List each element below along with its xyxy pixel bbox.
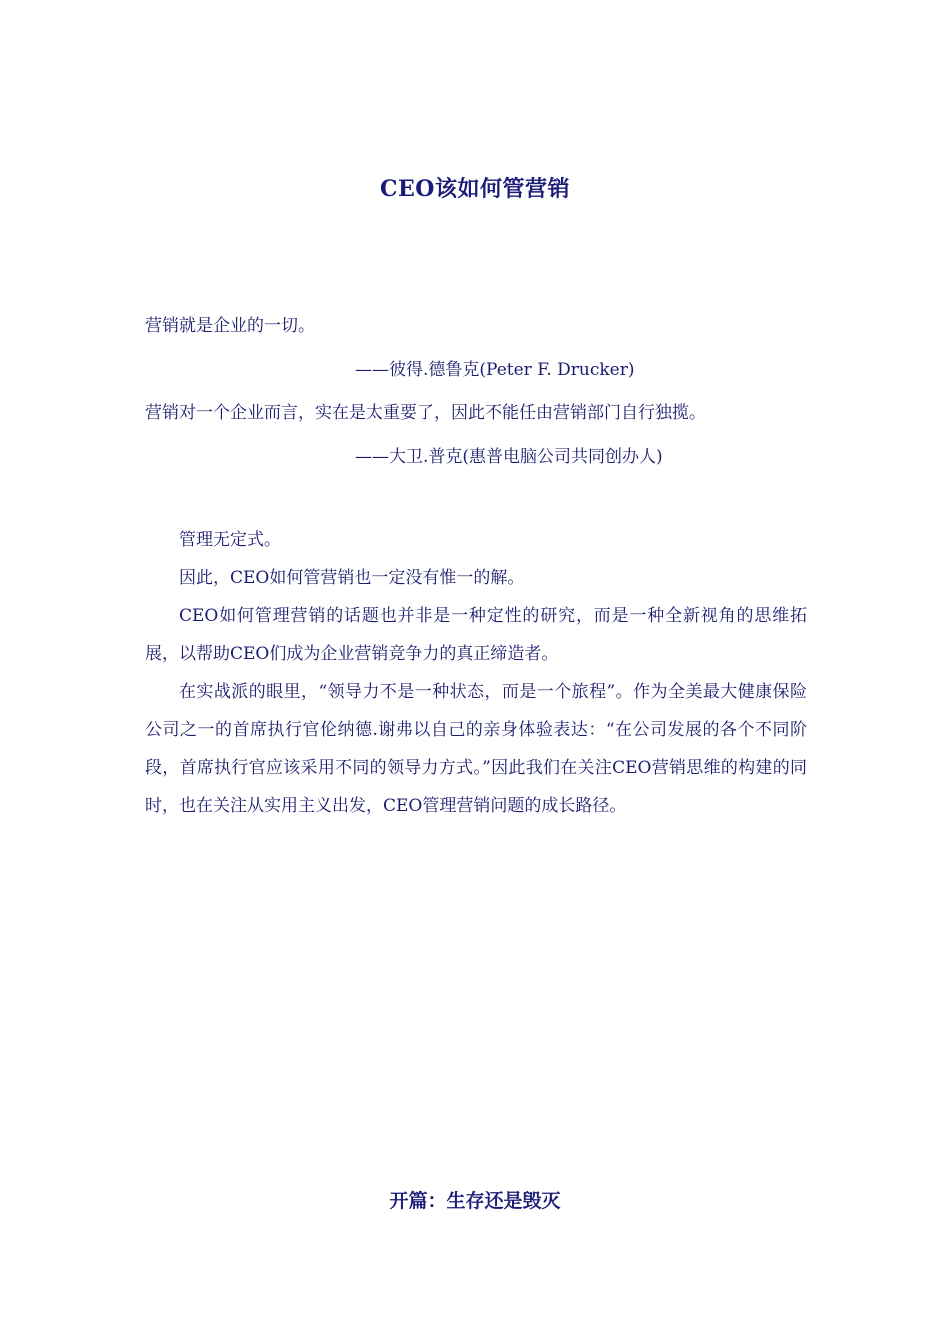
epigraph-attribution-1: ——彼得.德鲁克(Peter F. Drucker) [355,360,635,380]
section-heading: 开篇：生存还是毁灭 [389,1190,561,1212]
paragraph-2: 因此，CEO如何管营销也一定没有惟一的解。 [179,568,525,588]
epigraph-quote-1: 营销就是企业的一切。 [145,316,315,336]
paragraph-3: CEO如何管理营销的话题也并非是一种定性的研究，而是一种全新视角的思维拓展，以帮助CEO们成为企业营销竞争力的真正缔造者。 [145,606,807,664]
epigraph-attribution-2: ——大卫.普克(惠普电脑公司共同创办人) [355,447,663,467]
paragraph-1: 管理无定式。 [179,530,281,550]
epigraph-quote-2: 营销对一个企业而言，实在是太重要了，因此不能任由营销部门自行独揽。 [145,403,706,423]
document-title: CEO该如何管营销 [380,176,570,202]
body-text [145,521,807,825]
paragraph-4: 在实战派的眼里，“领导力不是一种状态，而是一个旅程”。作为全美最大健康保险公司之一的首席执行官伦纳德.谢弗以自己的亲身体验表达：“在公司发展的各个不同阶段，首席执行官应该采用不同的领导力方式。”因此我们在关注CEO营销思维的构建的同时，也在关注从实用主义出发，CEO管理营销问题的成长路径。 [145,682,807,816]
